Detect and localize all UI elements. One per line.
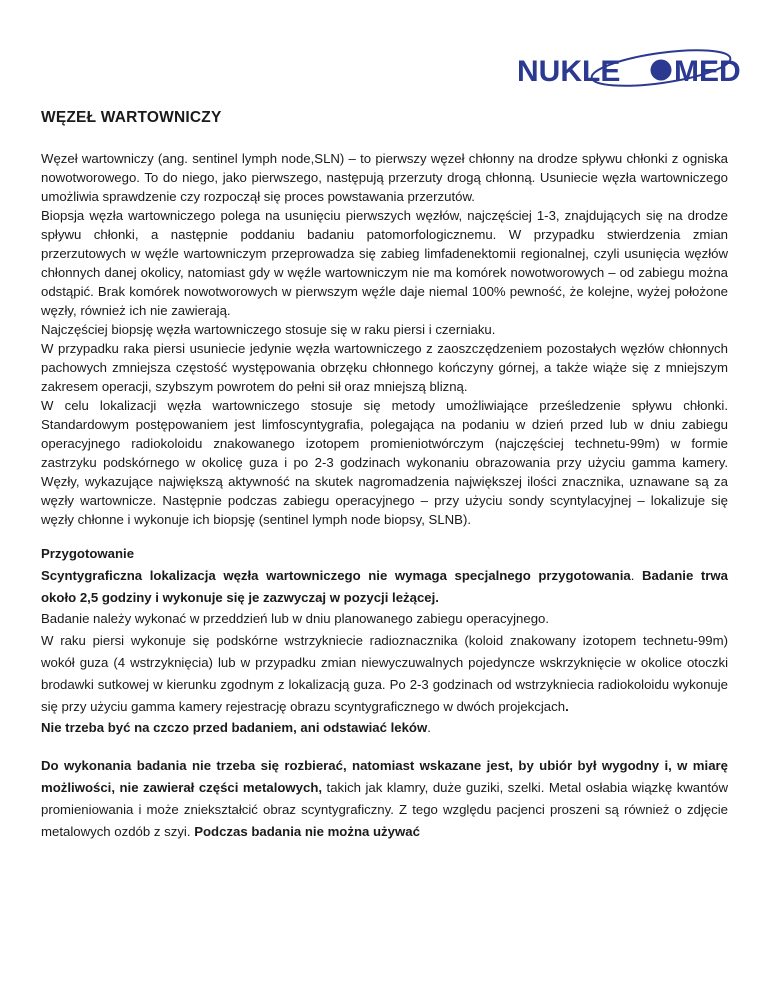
intro-paragraph-1: Węzeł wartowniczy (ang. sentinel lymph node,SLN) – to pierwszy węzeł chłonny na drodze spływu chłonki z ogniska nowotworowego. To do niego, jako pierwszego, następują przerzuty drogą chłonną. Usuniecie węzła wartowniczego umożliwia sprawdzenie czy rozpoczął się proces powstawania przerzutów. [41,151,728,204]
logo-text-right: MED [674,55,741,88]
preparation-paragraph-3: W raku piersi wykonuje się podskórne wstrzykniecie radioznacznika (koloid znakowany izotopem technetu-99m) wokół guza (4 wstrzyknięcia) lub w przypadku zmian niewyczuwalnych pojedyncze wskrzyknięcie w okolice otoczki brodawki sutkowej w kierunku zgodnym z lokalizacją guza. Po 2-3 godzinach od wstrzykniecia radiokoloidu wykonuje się przy użyciu gamma kamery rejestrację obrazu scyntygraficznego w dwóch projekcjach. [41,633,728,714]
page-title: WĘZEŁ WARTOWNICZY [41,109,222,126]
logo-text-left: NUKLE [517,55,621,88]
clothing-paragraph: Do wykonania badania nie trzeba się rozbierać, natomiast wskazane jest, by ubiór był wygodny i, w miarę możliwości, nie zawierał części metalowych, takich jak klamry, duże guziki, szelki. Metal osłabia wiązkę kwantów promieniowania i może zniekształcić obraz scyntygraficzny. Z tego względu pacjenci proszeni są również o zdjęcie metalowych ozdób z szyi. Podczas badania nie można używać [41,758,728,839]
document-body [41,99,728,842]
preparation-paragraph-1: Scyntygraficzna lokalizacja węzła wartowniczego nie wymaga specjalnego przygotowania. Badanie trwa około 2,5 godziny i wykonuje się je zazwyczaj w pozycji leżącej. [41,567,729,605]
logo-dot-icon [651,60,672,81]
nukleomed-logo [515,45,747,95]
intro-paragraph-5: W celu lokalizacji węzła wartowniczego stosuje się metody umożliwiające prześledzenie spływu chłonki. Standardowym postępowaniem jest limfoscyntygrafia, polegająca na podaniu w dzień przed lub w dniu zabiegu operacyjnego radiokoloidu znakowanego izotopem promieniotwórczym (najczęściej technetu-99m) w formie zastrzyku podskórnego w okolicę guza i po 2-3 godzinach wykonaniu obrazowania przy użyciu gamma kamery. Węzły, wykazujące największą aktywność na skutek nagromadzenia największej ilości znacznika, uznawane są za węzły wartownicze. Następnie podczas zabiegu operacyjnego – przy użyciu sondy scyntylacyjnej – lokalizuje się węzły chłonne i wykonuje ich biopsję (sentinel lymph node biopsy, SLNB). [41,398,728,527]
preparation-heading: Przygotowanie [41,546,135,561]
intro-paragraph-4: W przypadku raka piersi usuniecie jedynie węzła wartowniczego z zaoszczędzeniem pozostałych węzłów chłonnych pachowych zmniejsza częstość występowania obrzęku chłonnego kończyny górnej, a także wiąże się z mniejszym zakresem operacji, szybszym powrotem do pełni sił oraz mniejszą blizną. [41,341,728,394]
preparation-paragraph-4: Nie trzeba być na czczo przed badaniem, ani odstawiać leków. [41,720,431,736]
intro-paragraph-2: Biopsja węzła wartowniczego polega na usunięciu pierwszych węzłów, najczęściej 1-3, znajdujących się na drodze spływu chłonki, a następnie poddaniu badaniu patomorfologicznemu. W przypadku stwierdzenia zmian przerzutowych w węźle wartowniczym przeprowadza się zabieg limfadenektomii regionalnej, czyli usunięcia węzłów chłonnych danej okolicy, natomiast gdy w węźle wartowniczym nie ma komórek nowotworowych – od zabiegu można odstąpić. Brak komórek nowotworowych w pierwszym węźle daje niemal 100% pewność, że kolejne, wyżej położone węzły, również ich nie zawierają. [41,208,728,318]
preparation-paragraph-2: Badanie należy wykonać w przeddzień lub w dniu planowanego zabiegu operacyjnego. [41,611,550,627]
intro-paragraph-3: Najczęściej biopsję węzła wartowniczego stosuje się w raku piersi i czerniaku. [41,322,496,337]
